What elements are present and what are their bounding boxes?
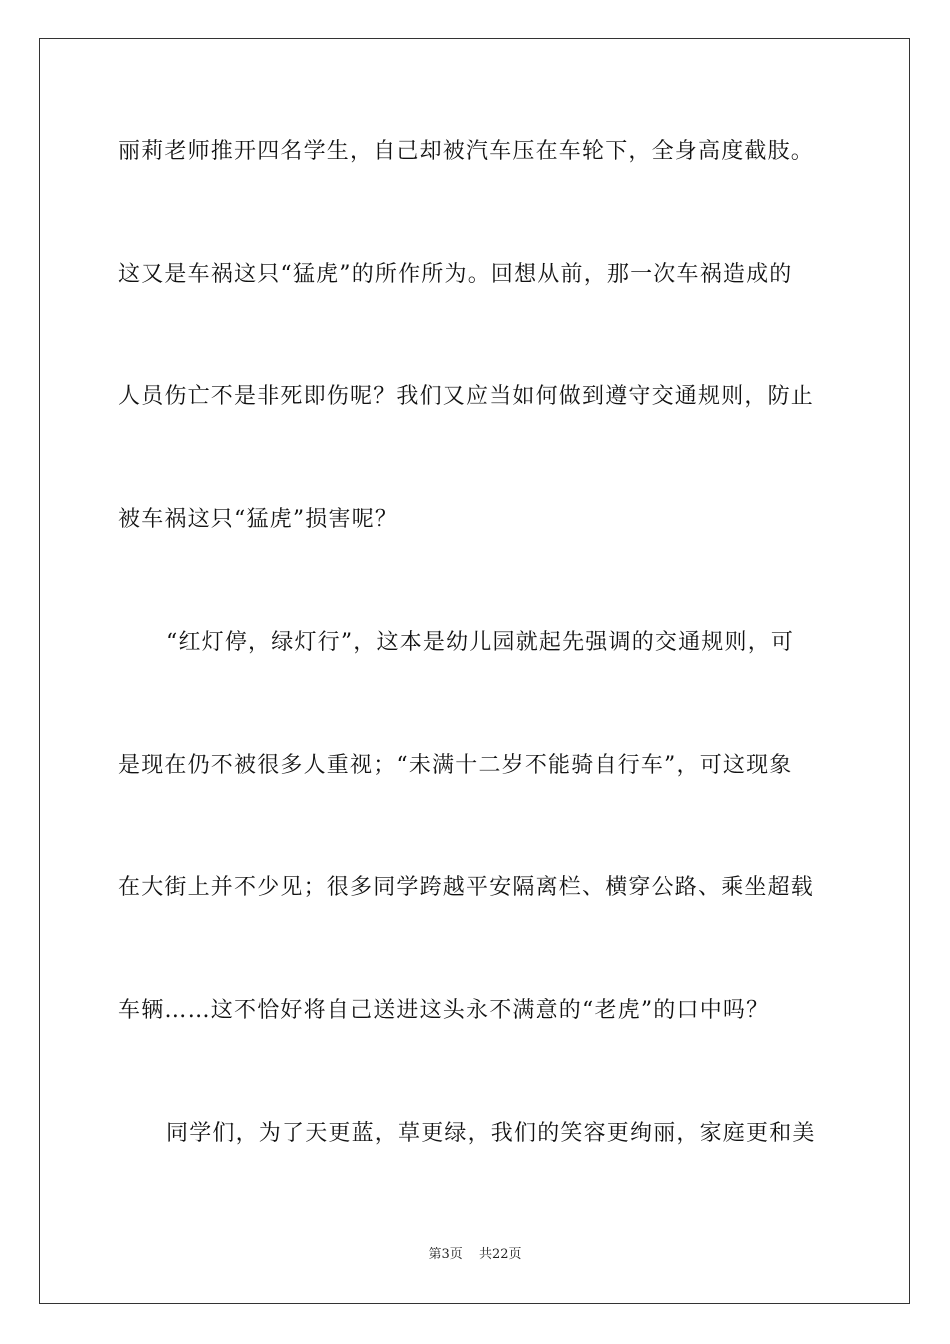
page-border (39, 38, 910, 1304)
text-line-8: 车辆……这不恰好将自己送进这头永不满意的“老虎”的口中吗？ (118, 998, 770, 1023)
text-line-1: 丽莉老师推开四名学生，自己却被汽车压在车轮下，全身高度截肢。 (118, 139, 815, 164)
page-number: 第3页 (428, 1247, 463, 1262)
page-total: 共22页 (478, 1247, 522, 1262)
text-line-5: “红灯停，绿灯行”，这本是幼儿园就起先强调的交通规则，可 (166, 630, 795, 655)
text-line-7: 在大街上并不少见；很多同学跨越平安隔离栏、横穿公路、乘坐超载 (118, 875, 815, 900)
text-line-4: 被车祸这只“猛虎”损害呢？ (118, 507, 399, 532)
text-line-9: 同学们，为了天更蓝，草更绿，我们的笑容更绚丽，家庭更和美 (166, 1121, 816, 1146)
text-line-2: 这又是车祸这只“猛虎”的所作所为。回想从前，那一次车祸造成的 (118, 262, 793, 287)
page-footer (0, 1246, 950, 1264)
text-line-3: 人员伤亡不是非死即伤呢？我们又应当如何做到遵守交通规则，防止 (118, 384, 815, 409)
text-line-6: 是现在仍不被很多人重视；“未满十二岁不能骑自行车”，可这现象 (118, 753, 793, 778)
